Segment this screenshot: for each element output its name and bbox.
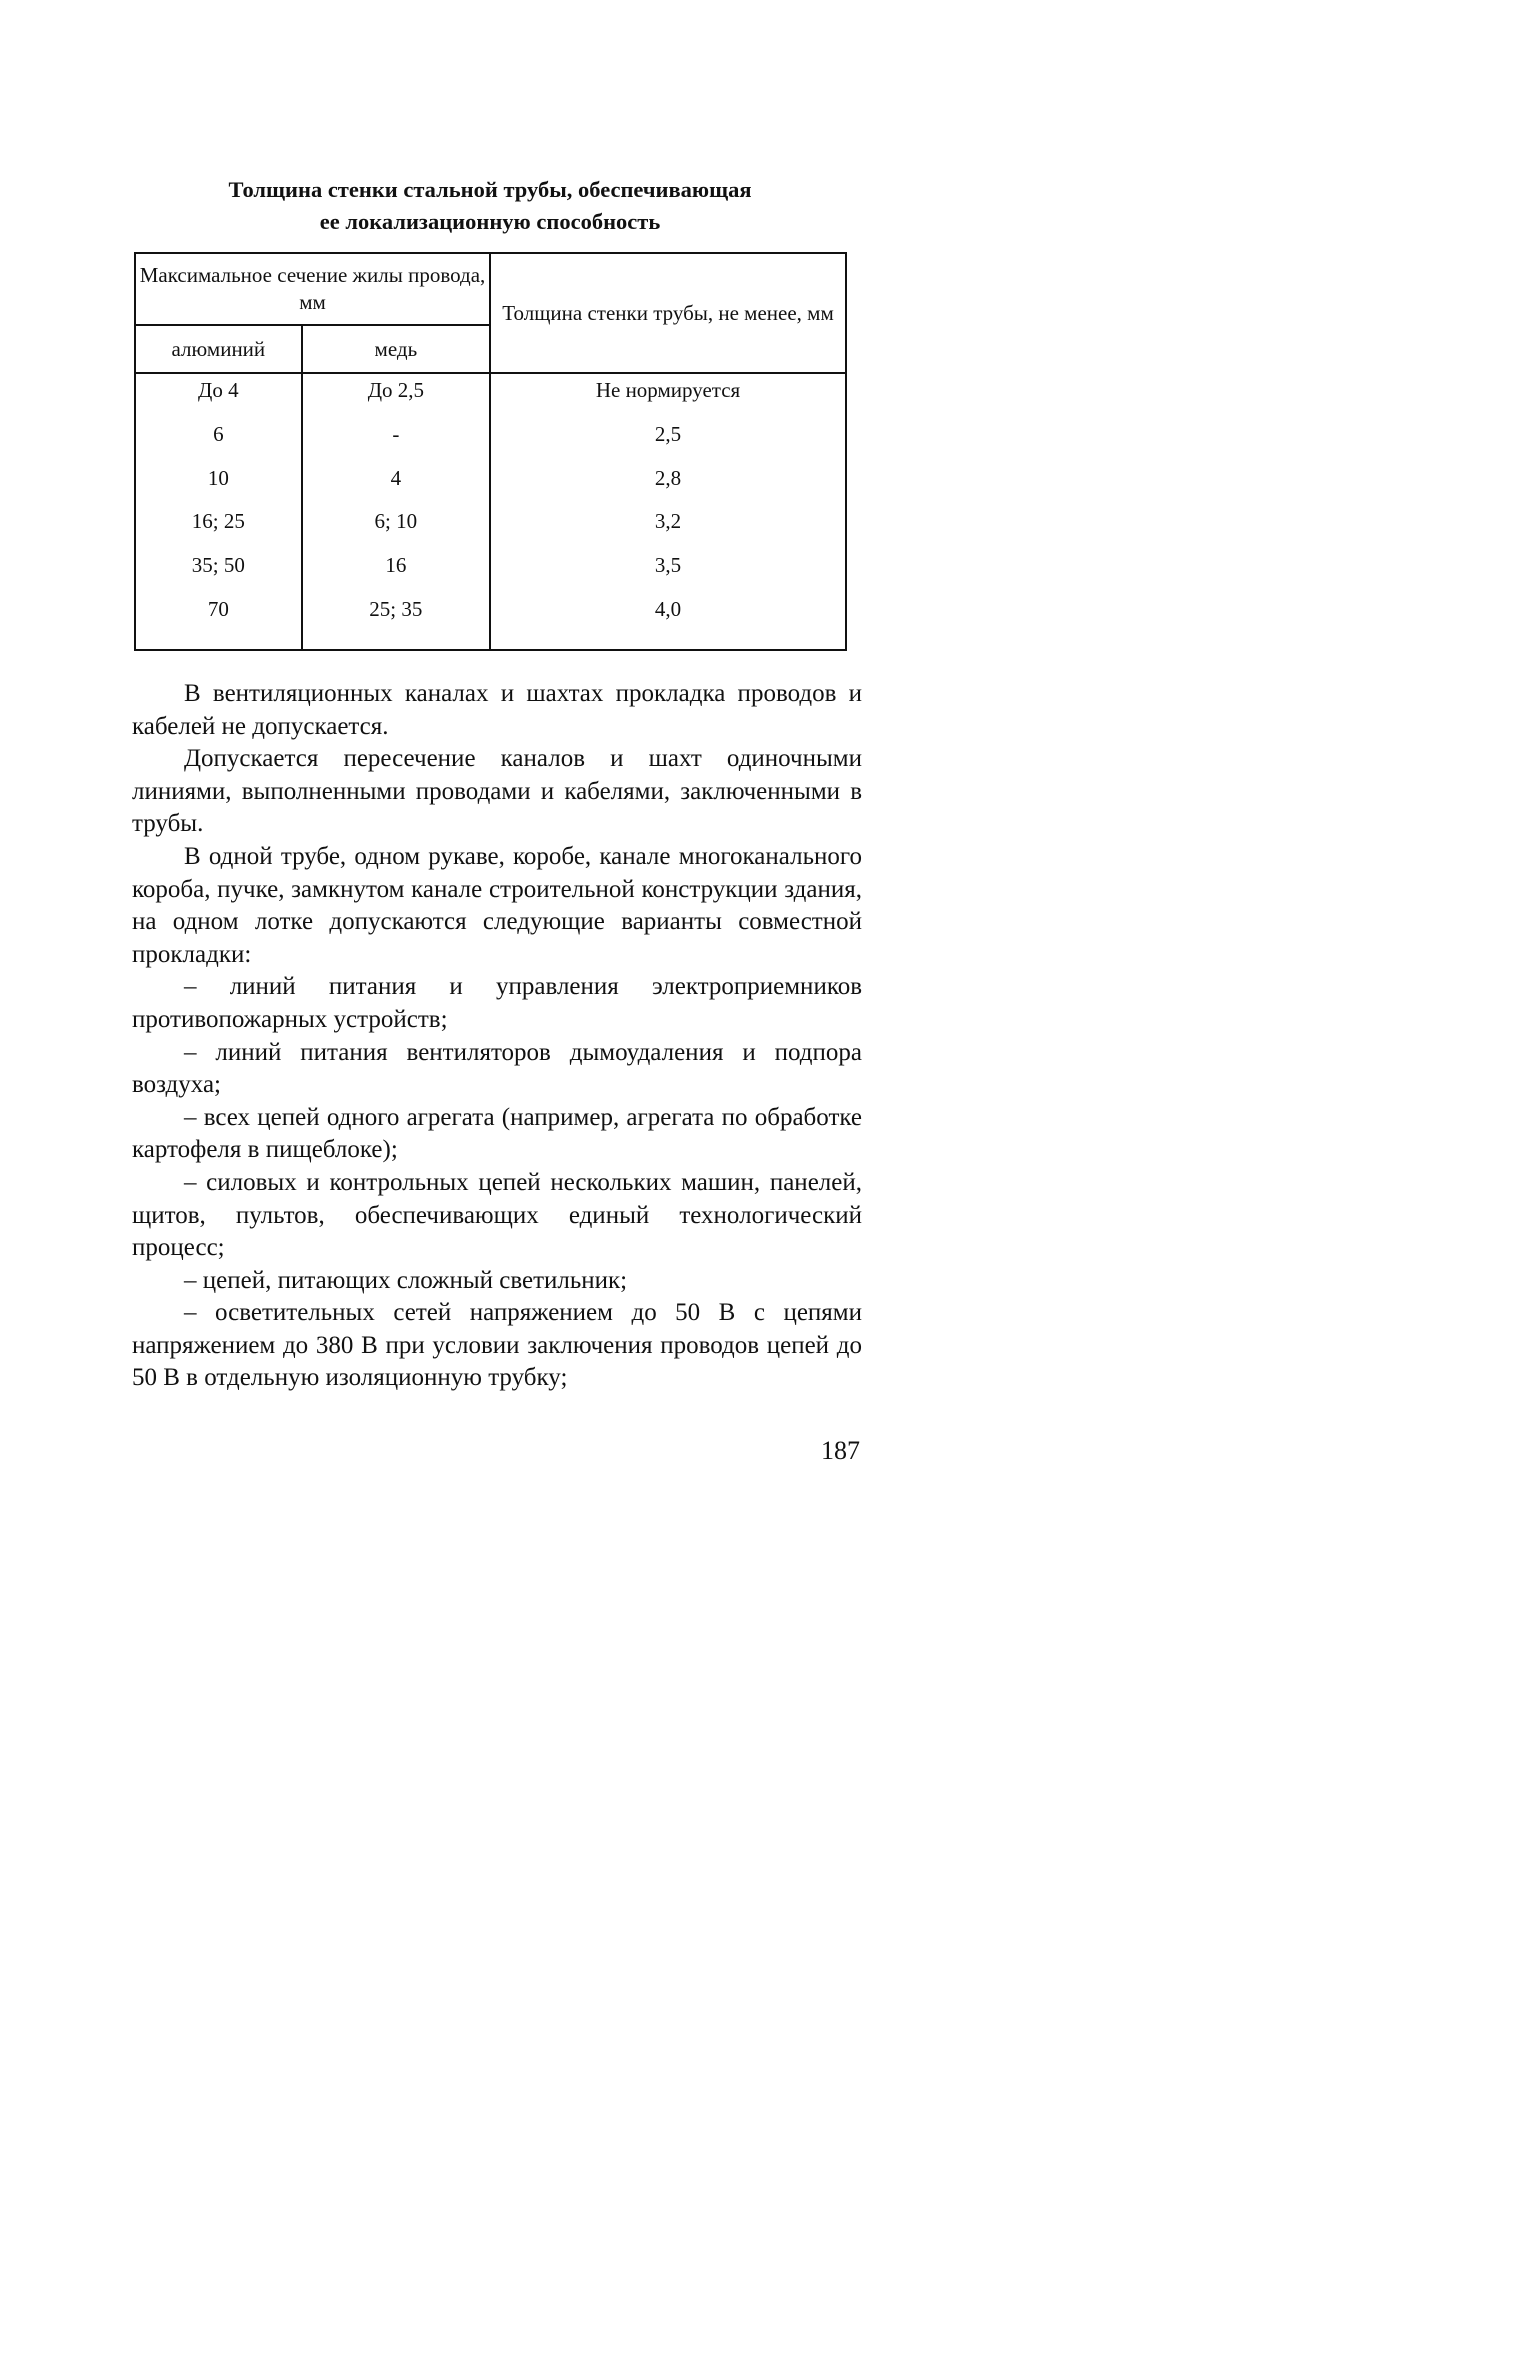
cell-aluminum: 70 [135, 593, 302, 650]
page-number: 187 [821, 1436, 860, 1465]
cell-thickness: Не нормируется [490, 373, 846, 418]
table-row [135, 418, 846, 462]
cell-aluminum: 16; 25 [135, 505, 302, 549]
cell-copper: До 2,5 [302, 373, 490, 418]
header-wall-thickness: Толщина стенки трубы, не менее, мм [490, 253, 846, 373]
paragraph: В одной трубе, одном рукаве, коробе, канале многоканального короба, пучке, замкнутом канале строительной конструкции здания, на одном лотке допускаются следующие варианты совместной прокладки: [132, 842, 862, 968]
list-item: – цепей, питающих сложный светильник; [184, 1266, 628, 1294]
cell-thickness: 2,5 [490, 418, 846, 462]
cell-thickness: 2,8 [490, 462, 846, 506]
list-item: – силовых и контрольных цепей нескольких машин, панелей, щитов, пультов, обеспечивающих единый технологический процесс; [132, 1168, 862, 1262]
header-aluminum: алюминий [135, 325, 302, 373]
cell-copper: 6; 10 [302, 505, 490, 549]
table-row [135, 593, 846, 650]
paragraph: В вентиляционных каналах и шахтах прокладка проводов и кабелей не допускается. [132, 680, 862, 740]
cell-aluminum: До 4 [135, 373, 302, 418]
cell-copper: - [302, 418, 490, 462]
cell-copper: 16 [302, 549, 490, 593]
cell-thickness: 3,2 [490, 505, 846, 549]
cell-copper: 25; 35 [302, 593, 490, 650]
cell-thickness: 3,5 [490, 549, 846, 593]
header-copper: медь [302, 325, 490, 373]
cell-aluminum: 35; 50 [135, 549, 302, 593]
table-title-line-1: Толщина стенки стальной трубы, обеспечивающая [228, 177, 752, 202]
list-item: – линий питания вентиляторов дымоудаления и подпора воздуха; [132, 1038, 862, 1099]
list-item: – линий питания и управления электроприемников противопожарных устройств; [132, 973, 862, 1033]
cell-thickness: 4,0 [490, 593, 846, 650]
paragraph: Допускается пересечение каналов и шахт одиночными линиями, выполненными проводами и кабелями, заключенными в трубы. [132, 745, 862, 838]
table-row [135, 505, 846, 549]
table-row [135, 549, 846, 593]
list-item: – всех цепей одного агрегата (например, агрегата по обработке картофеля в пищеблоке); [132, 1103, 862, 1164]
cell-aluminum: 10 [135, 462, 302, 506]
cell-aluminum: 6 [135, 418, 302, 462]
table-row [135, 462, 846, 506]
header-max-cross-section: Максимальное сечение жилы провода, мм [135, 253, 490, 325]
list-item: – осветительных сетей напряжением до 50 В с цепями напряжением до 380 В при условии заключения проводов цепей до 50 В в отдельную изоляционную трубку; [132, 1299, 862, 1392]
table-title [130, 174, 850, 238]
table-title-line-2: ее локализационную способность [319, 209, 661, 234]
table-row [135, 373, 846, 418]
body-text [132, 678, 862, 1395]
wall-thickness-table [134, 252, 847, 651]
cell-copper: 4 [302, 462, 490, 506]
